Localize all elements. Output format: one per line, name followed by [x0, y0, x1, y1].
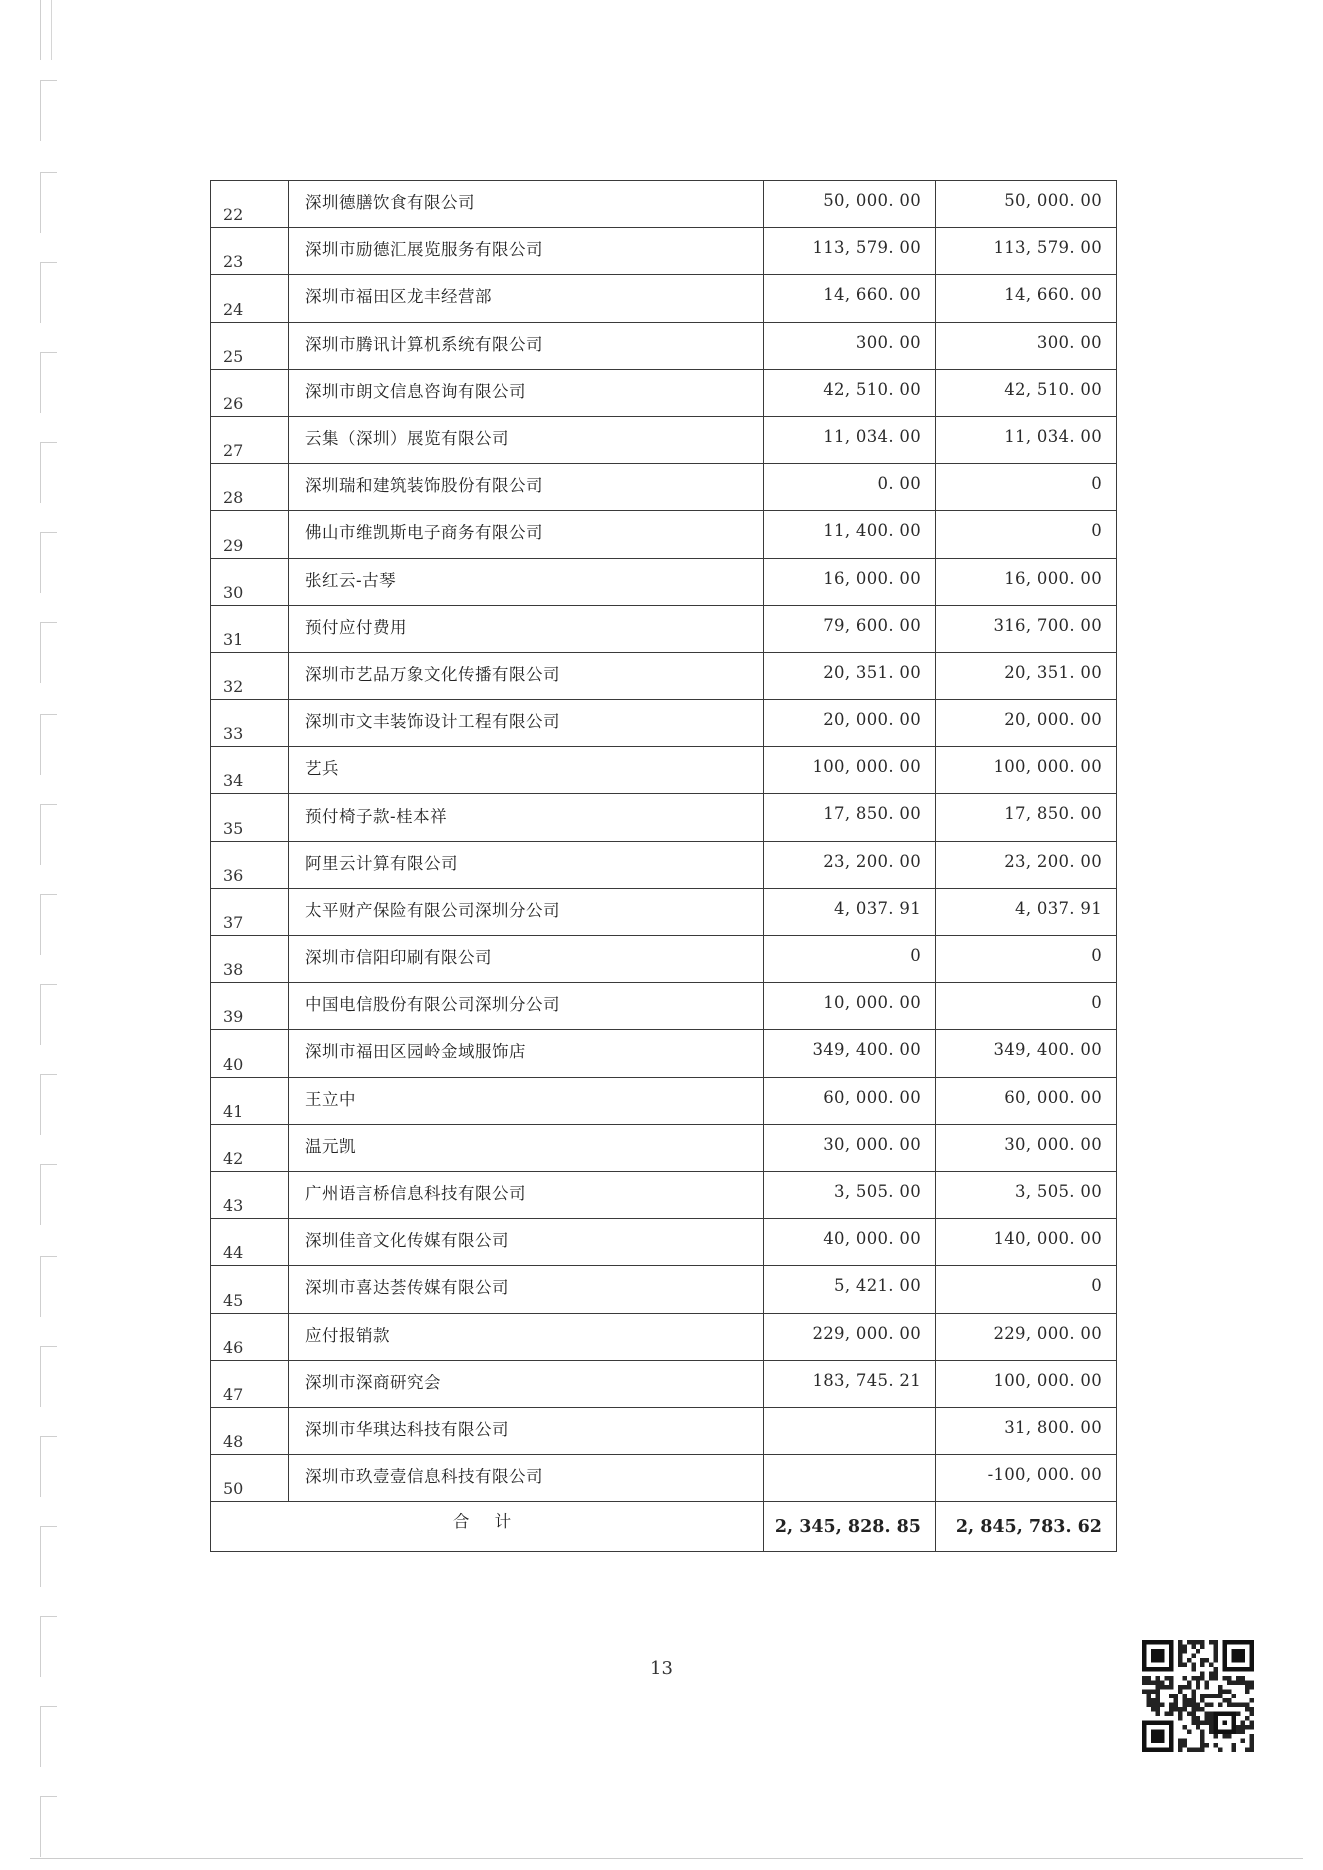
table-row	[211, 1266, 1117, 1313]
row-name: 深圳市玖壹壹信息科技有限公司	[289, 1455, 764, 1502]
row-value-1: 60, 000. 00	[764, 1077, 936, 1124]
row-number: 45	[211, 1266, 289, 1313]
row-name: 温元凯	[289, 1124, 764, 1171]
row-name: 深圳瑞和建筑装饰股份有限公司	[289, 464, 764, 511]
binding-mark	[40, 352, 57, 413]
row-name: 艺兵	[289, 747, 764, 794]
row-value-2: 11, 034. 00	[936, 416, 1117, 463]
binding-mark	[40, 1346, 57, 1407]
bottom-rule	[30, 1858, 1303, 1859]
row-value-1: 10, 000. 00	[764, 983, 936, 1030]
table-row	[211, 747, 1117, 794]
binding-mark	[40, 172, 57, 233]
row-name: 阿里云计算有限公司	[289, 841, 764, 888]
row-value-2: 3, 505. 00	[936, 1171, 1117, 1218]
row-value-1: 229, 000. 00	[764, 1313, 936, 1360]
table-row	[211, 322, 1117, 369]
binding-mark	[40, 80, 57, 141]
row-name: 深圳佳音文化传媒有限公司	[289, 1219, 764, 1266]
row-number: 29	[211, 511, 289, 558]
row-number: 38	[211, 936, 289, 983]
row-number: 44	[211, 1219, 289, 1266]
row-value-1: 349, 400. 00	[764, 1030, 936, 1077]
table-row	[211, 794, 1117, 841]
row-value-1: 5, 421. 00	[764, 1266, 936, 1313]
binding-mark	[40, 714, 57, 775]
row-number: 26	[211, 369, 289, 416]
row-number: 33	[211, 700, 289, 747]
row-value-2: 140, 000. 00	[936, 1219, 1117, 1266]
row-value-1: 100, 000. 00	[764, 747, 936, 794]
row-value-1: 3, 505. 00	[764, 1171, 936, 1218]
table-row	[211, 652, 1117, 699]
row-number: 28	[211, 464, 289, 511]
table-row	[211, 841, 1117, 888]
row-value-2: 16, 000. 00	[936, 558, 1117, 605]
total-value-1: 2, 345, 828. 85	[764, 1502, 936, 1552]
row-value-2: 31, 800. 00	[936, 1407, 1117, 1454]
page-number: 13	[650, 1658, 673, 1679]
row-value-1: 0	[764, 936, 936, 983]
row-value-2: 50, 000. 00	[936, 181, 1117, 228]
row-number: 43	[211, 1171, 289, 1218]
row-number: 39	[211, 983, 289, 1030]
table-row	[211, 936, 1117, 983]
row-value-2: 0	[936, 983, 1117, 1030]
row-value-2: 316, 700. 00	[936, 605, 1117, 652]
row-value-1: 17, 850. 00	[764, 794, 936, 841]
row-name: 深圳市艺品万象文化传播有限公司	[289, 652, 764, 699]
binding-mark	[40, 622, 57, 683]
table-row	[211, 1124, 1117, 1171]
binding-mark	[40, 1526, 57, 1587]
row-value-2: 113, 579. 00	[936, 228, 1117, 275]
table-row	[211, 369, 1117, 416]
table-row	[211, 1313, 1117, 1360]
row-number: 34	[211, 747, 289, 794]
table-row	[211, 700, 1117, 747]
row-value-1: 30, 000. 00	[764, 1124, 936, 1171]
table-row	[211, 1077, 1117, 1124]
binding-mark	[40, 1256, 57, 1317]
row-value-2: 349, 400. 00	[936, 1030, 1117, 1077]
table-row	[211, 416, 1117, 463]
row-name: 深圳市华琪达科技有限公司	[289, 1407, 764, 1454]
row-number: 31	[211, 605, 289, 652]
table-row	[211, 511, 1117, 558]
row-value-1: 16, 000. 00	[764, 558, 936, 605]
row-number: 42	[211, 1124, 289, 1171]
row-number: 22	[211, 181, 289, 228]
table-row	[211, 983, 1117, 1030]
row-number: 50	[211, 1455, 289, 1502]
binding-mark	[40, 1796, 57, 1857]
row-number: 27	[211, 416, 289, 463]
row-value-2: 100, 000. 00	[936, 1360, 1117, 1407]
row-number: 47	[211, 1360, 289, 1407]
row-name: 深圳德膳饮食有限公司	[289, 181, 764, 228]
table-row	[211, 1407, 1117, 1454]
row-value-1: 42, 510. 00	[764, 369, 936, 416]
row-value-2: -100, 000. 00	[936, 1455, 1117, 1502]
row-value-2: 0	[936, 464, 1117, 511]
row-number: 25	[211, 322, 289, 369]
binding-mark	[40, 804, 57, 865]
table-row	[211, 1360, 1117, 1407]
binding-mark	[40, 1706, 57, 1767]
row-number: 30	[211, 558, 289, 605]
row-value-1: 4, 037. 91	[764, 888, 936, 935]
row-value-1: 0. 00	[764, 464, 936, 511]
row-number: 37	[211, 888, 289, 935]
table-row	[211, 888, 1117, 935]
row-name: 深圳市腾讯计算机系统有限公司	[289, 322, 764, 369]
total-label: 合 计	[211, 1502, 764, 1552]
row-value-2: 0	[936, 1266, 1117, 1313]
row-name: 深圳市福田区龙丰经营部	[289, 275, 764, 322]
row-name: 预付椅子款-桂本祥	[289, 794, 764, 841]
row-name: 中国电信股份有限公司深圳分公司	[289, 983, 764, 1030]
row-name: 张红云-古琴	[289, 558, 764, 605]
row-name: 深圳市文丰装饰设计工程有限公司	[289, 700, 764, 747]
row-name: 云集（深圳）展览有限公司	[289, 416, 764, 463]
table-row	[211, 1455, 1117, 1502]
row-value-2: 30, 000. 00	[936, 1124, 1117, 1171]
table-row	[211, 605, 1117, 652]
row-number: 32	[211, 652, 289, 699]
row-number: 24	[211, 275, 289, 322]
row-number: 40	[211, 1030, 289, 1077]
row-value-1	[764, 1407, 936, 1454]
row-value-1: 23, 200. 00	[764, 841, 936, 888]
row-value-1: 300. 00	[764, 322, 936, 369]
table-row	[211, 1171, 1117, 1218]
row-number: 23	[211, 228, 289, 275]
row-value-2: 4, 037. 91	[936, 888, 1117, 935]
row-value-2: 20, 351. 00	[936, 652, 1117, 699]
row-value-1: 113, 579. 00	[764, 228, 936, 275]
ledger-table-body	[211, 181, 1117, 1552]
row-value-1: 183, 745. 21	[764, 1360, 936, 1407]
binding-mark	[40, 532, 57, 593]
row-value-2: 14, 660. 00	[936, 275, 1117, 322]
row-value-2: 60, 000. 00	[936, 1077, 1117, 1124]
table-row	[211, 275, 1117, 322]
row-value-2: 42, 510. 00	[936, 369, 1117, 416]
row-value-2: 20, 000. 00	[936, 700, 1117, 747]
row-value-1: 11, 400. 00	[764, 511, 936, 558]
row-value-1: 20, 000. 00	[764, 700, 936, 747]
row-value-1: 20, 351. 00	[764, 652, 936, 699]
row-name: 应付报销款	[289, 1313, 764, 1360]
binding-mark	[40, 1164, 57, 1225]
row-value-1: 50, 000. 00	[764, 181, 936, 228]
row-value-2: 0	[936, 511, 1117, 558]
row-value-1: 79, 600. 00	[764, 605, 936, 652]
row-value-2: 100, 000. 00	[936, 747, 1117, 794]
row-name: 佛山市维凯斯电子商务有限公司	[289, 511, 764, 558]
row-value-1	[764, 1455, 936, 1502]
row-value-2: 229, 000. 00	[936, 1313, 1117, 1360]
binding-mark	[40, 1074, 57, 1135]
table-row	[211, 228, 1117, 275]
table-row	[211, 1030, 1117, 1077]
row-name: 深圳市福田区园岭金域服饰店	[289, 1030, 764, 1077]
row-name: 深圳市深商研究会	[289, 1360, 764, 1407]
row-name: 深圳市信阳印刷有限公司	[289, 936, 764, 983]
row-value-2: 17, 850. 00	[936, 794, 1117, 841]
binding-mark	[40, 262, 57, 323]
row-name: 深圳市朗文信息咨询有限公司	[289, 369, 764, 416]
ledger-table-container	[210, 180, 1116, 1552]
row-name: 深圳市励德汇展览服务有限公司	[289, 228, 764, 275]
row-number: 41	[211, 1077, 289, 1124]
total-value-2: 2, 845, 783. 62	[936, 1502, 1117, 1552]
row-number: 46	[211, 1313, 289, 1360]
row-value-1: 14, 660. 00	[764, 275, 936, 322]
row-number: 35	[211, 794, 289, 841]
row-value-2: 0	[936, 936, 1117, 983]
total-row	[211, 1502, 1117, 1552]
row-name: 预付应付费用	[289, 605, 764, 652]
row-name: 广州语言桥信息科技有限公司	[289, 1171, 764, 1218]
row-value-2: 23, 200. 00	[936, 841, 1117, 888]
ledger-table	[210, 180, 1117, 1552]
row-value-1: 40, 000. 00	[764, 1219, 936, 1266]
binding-mark	[40, 1436, 57, 1497]
table-row	[211, 181, 1117, 228]
binding-mark	[40, 442, 57, 503]
qr-code-icon	[1142, 1640, 1254, 1752]
table-row	[211, 558, 1117, 605]
binding-marks	[40, 0, 60, 1870]
row-number: 48	[211, 1407, 289, 1454]
table-row	[211, 1219, 1117, 1266]
binding-mark	[40, 0, 52, 60]
table-row	[211, 464, 1117, 511]
row-name: 王立中	[289, 1077, 764, 1124]
row-value-1: 11, 034. 00	[764, 416, 936, 463]
binding-mark	[40, 984, 57, 1045]
row-value-2: 300. 00	[936, 322, 1117, 369]
binding-mark	[40, 894, 57, 955]
row-name: 深圳市喜达荟传媒有限公司	[289, 1266, 764, 1313]
row-number: 36	[211, 841, 289, 888]
row-name: 太平财产保险有限公司深圳分公司	[289, 888, 764, 935]
